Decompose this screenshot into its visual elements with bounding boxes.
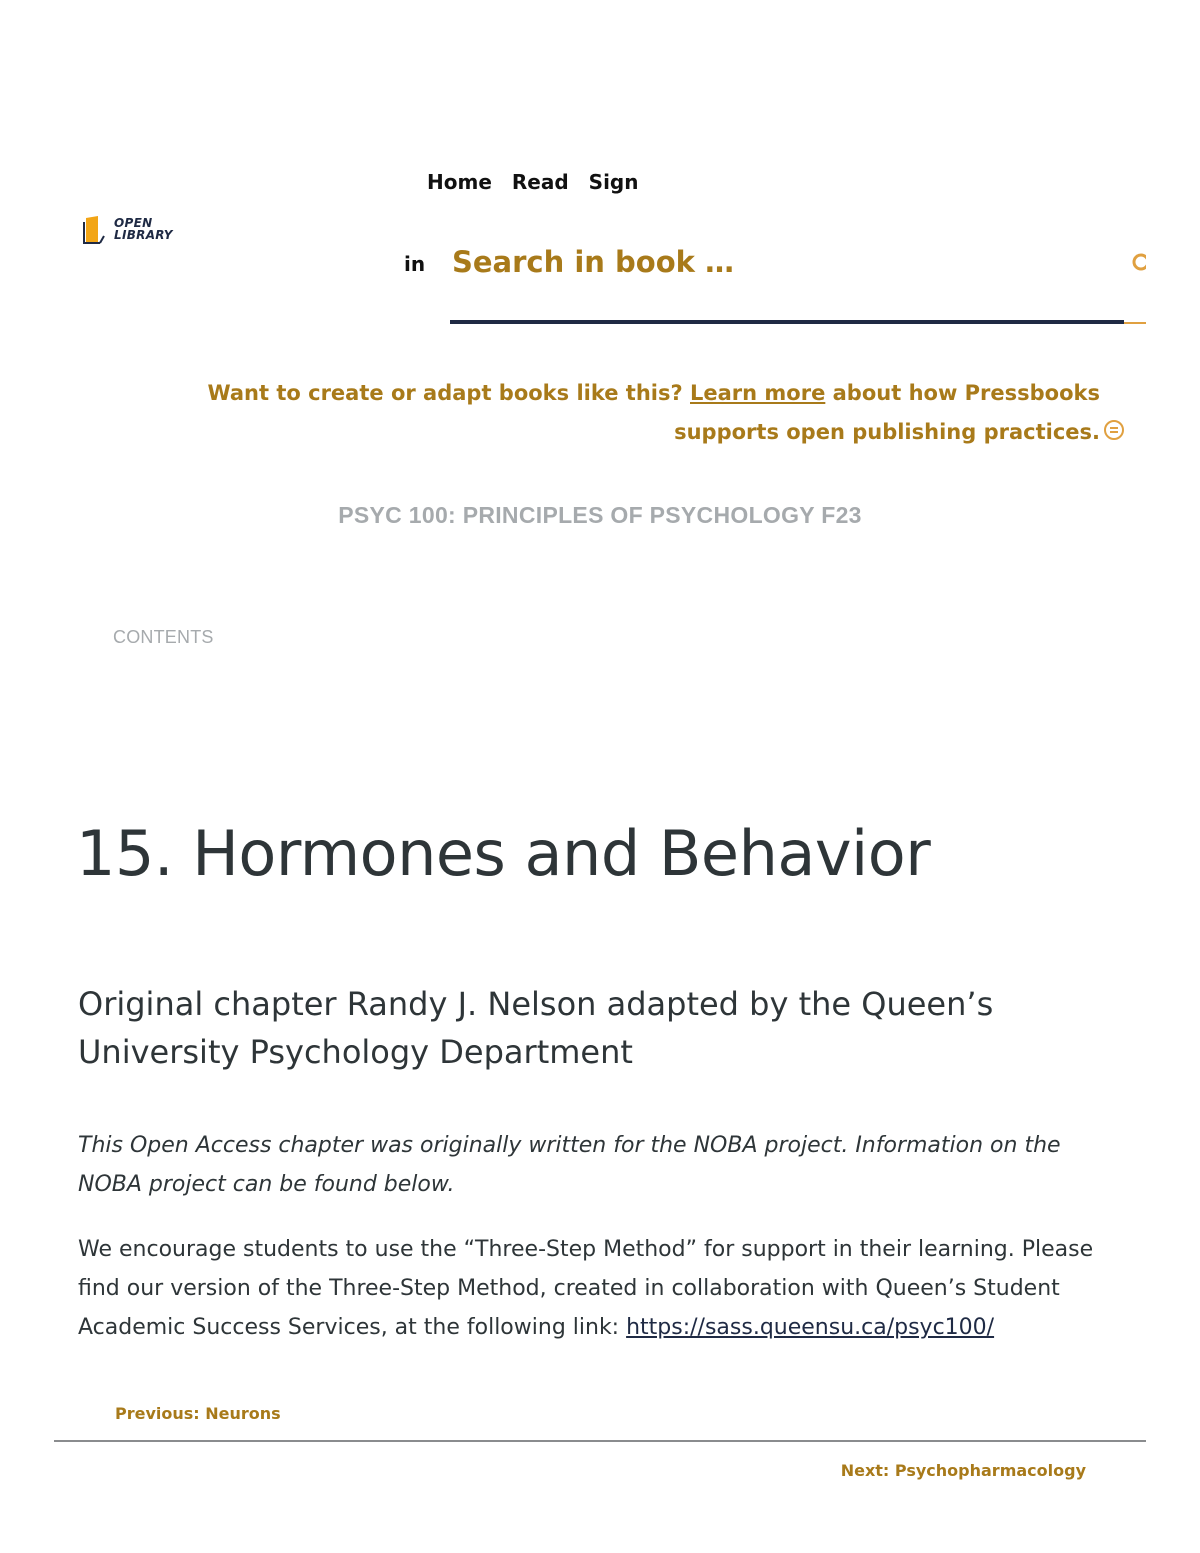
open-library-logo[interactable] [82,212,173,246]
chapter-title: 15. Hormones and Behavior [76,817,931,890]
learn-more-link[interactable]: Learn more [690,381,826,405]
banner-text-after: about how Pressbooks supports open publishing practices. [674,381,1100,444]
logo-wordmark [114,217,173,241]
search-underline-accent [1124,322,1146,324]
search-input[interactable] [452,240,1112,284]
main-nav [427,170,639,194]
chapter-subtitle: Original chapter Randy J. Nelson adapted by the Queen’s University Psychology Department [78,985,994,1071]
nav-sign-in-link-continued[interactable]: in [404,252,426,276]
nav-home-link[interactable]: Home [427,170,492,194]
contents-toggle[interactable]: CONTENTS [113,627,214,647]
search-icon[interactable] [1130,252,1146,274]
book-icon [82,212,110,246]
noba-note: This Open Access chapter was originally written for the NOBA project. Information on the NOBA project can be found below. [78,1133,1061,1197]
book-title[interactable]: PSYC 100: PRINCIPLES OF PSYCHOLOGY F23 [338,502,862,528]
logo-line-2: LIBRARY [114,228,173,242]
nav-sign-in-link[interactable]: Sign [588,170,639,194]
search-underline [450,320,1124,324]
pressbooks-banner [100,374,1100,452]
three-step-paragraph [78,1230,1118,1347]
sass-link[interactable]: https://sass.queensu.ca/psyc100/ [626,1315,995,1340]
previous-chapter-link[interactable]: Previous: Neurons [115,1404,281,1423]
close-icon[interactable] [1102,418,1126,442]
nav-read-link[interactable]: Read [511,170,569,194]
three-step-text: We encourage students to use the “Three-Step Method” for support in their learning. Please find our version of the Three-Step Method, created in collaboration with Queen’s Student Academic Success Services, at the following link: [78,1237,1094,1340]
logo-line-1: OPEN [114,216,153,230]
footer-divider [54,1440,1146,1442]
next-chapter-link[interactable]: Next: Psychopharmacology [840,1461,1086,1480]
banner-text-before: Want to create or adapt books like this? [207,381,690,405]
